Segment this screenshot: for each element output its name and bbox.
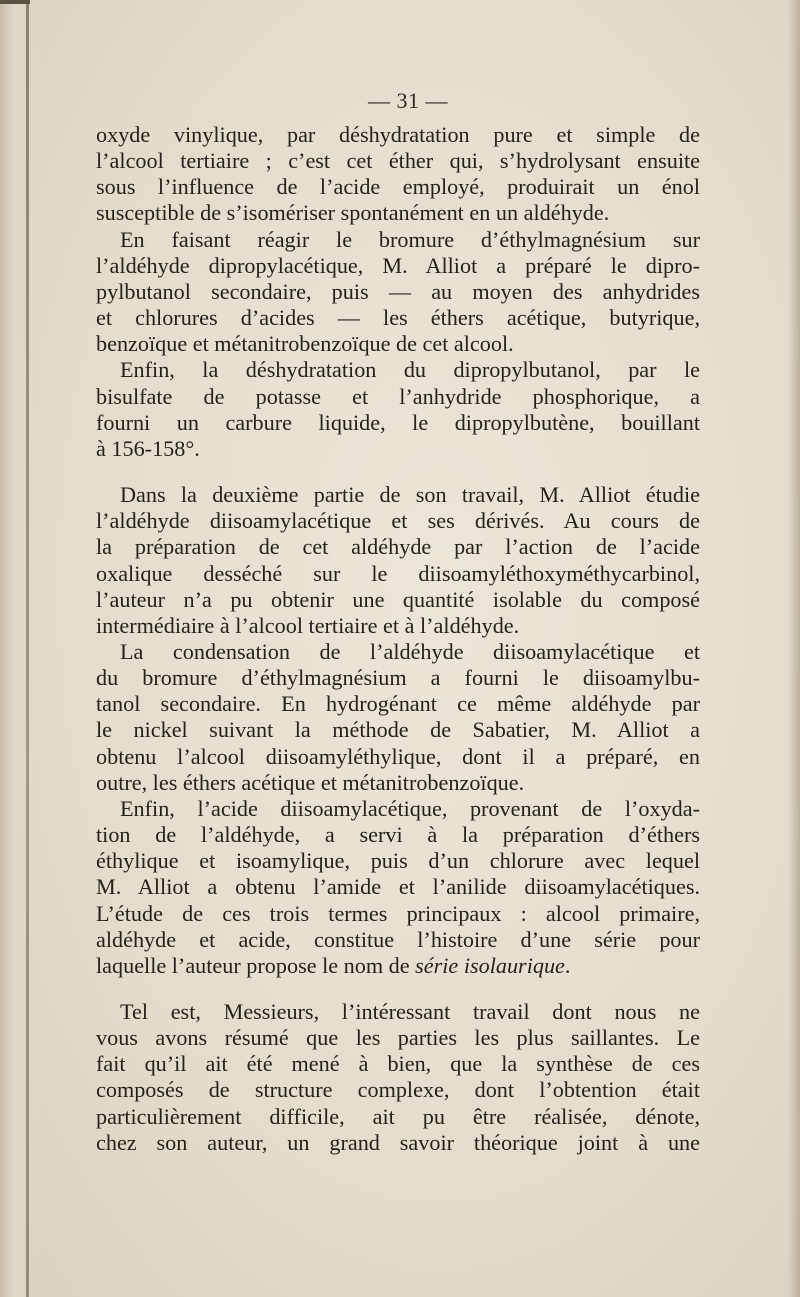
text-line: sous l’influence de l’acide employé, produirait un énol (96, 174, 700, 200)
text-run: . (564, 952, 571, 978)
paragraph (96, 122, 700, 227)
text-line: l’aldéhyde diisoamylacétique et ses dérivés. Au cours de (96, 508, 700, 534)
text-run: laquelle l’auteur propose le nom de (96, 952, 416, 978)
text-line: tion de l’aldéhyde, a servi à la préparation d’éthers (96, 822, 700, 848)
text-line: La condensation de l’aldéhyde diisoamylacétique et (120, 638, 700, 664)
binding-edge (0, 0, 40, 1297)
text-line: composés de structure complexe, dont l’obtention était (96, 1077, 700, 1103)
text-line: du bromure d’éthylmagnésium a fourni le diisoamylbu- (96, 665, 700, 691)
text-line: outre, les éthers acétique et métanitrobenzoïque. (96, 769, 525, 795)
text-line: chez son auteur, un grand savoir théorique joint à une (96, 1129, 700, 1155)
text-line: intermédiaire à l’alcool tertiaire et à l’aldéhyde. (96, 612, 520, 638)
italic-term: série isolaurique (415, 952, 565, 978)
text-line: Enfin, la déshydratation du dipropylbutanol, par le (120, 357, 700, 383)
text-line: En faisant réagir le bromure d’éthylmagnésium sur (120, 226, 700, 252)
text-line: la préparation de cet aldéhyde par l’action de l’acide (96, 534, 700, 560)
text-line: oxyde vinylique, par déshydratation pure et simple de (96, 122, 700, 147)
text-line: vous avons résumé que les parties les plus saillantes. Le (96, 1025, 700, 1051)
body-text (96, 122, 700, 1156)
text-line: l’auteur n’a pu obtenir une quantité isolable du composé (96, 586, 700, 612)
text-line: tanol secondaire. En hydrogénant ce même aldéhyde par (96, 691, 700, 717)
text-line: fourni un carbure liquide, le dipropylbutène, bouillant (96, 409, 700, 435)
text-line: éthylique et isoamylique, puis d’un chlorure avec lequel (96, 848, 700, 874)
text-line: Tel est, Messieurs, l’intéressant travail dont nous ne (120, 999, 700, 1024)
paragraph (96, 796, 700, 979)
text-line: et chlorures d’acides — les éthers acétique, butyrique, (96, 305, 700, 331)
text-line: le nickel suivant la méthode de Sabatier, M. Alliot a (96, 717, 700, 743)
paragraph-gap (96, 462, 700, 482)
text-line: M. Alliot a obtenu l’amide et l’anilide diisoamylacétiques. (96, 874, 700, 900)
text-line: Dans la deuxième partie de son travail, M. Alliot étudie (120, 482, 700, 508)
text-line: l’alcool tertiaire ; c’est cet éther qui, s’hydrolysant ensuite (96, 148, 700, 174)
paragraph-gap (96, 979, 700, 999)
paragraph (96, 639, 700, 796)
text-line (96, 953, 700, 979)
paragraph (96, 357, 700, 462)
text-line: aldéhyde et acide, constitue l’histoire d’une série pour (96, 926, 700, 952)
text-line: à 156-158°. (96, 435, 200, 461)
text-line: pylbutanol secondaire, puis — au moyen des anhydrides (96, 278, 700, 304)
text-line: susceptible de s’isomériser spontanément en un aldéhyde. (96, 200, 610, 226)
text-line: fait qu’il ait été mené à bien, que la synthèse de ces (96, 1051, 700, 1077)
corner-mark (0, 0, 30, 4)
page-right-edge (788, 0, 800, 1297)
page-number: — 31 — (368, 88, 448, 113)
text-line: benzoïque et métanitrobenzoïque de cet alcool. (96, 331, 514, 357)
paragraph (96, 482, 700, 639)
paragraph (96, 999, 700, 1156)
text-line: obtenu l’alcool diisoamyléthylique, dont il a préparé, en (96, 743, 700, 769)
binding-line (26, 0, 29, 1297)
text-line: l’aldéhyde dipropylacétique, M. Alliot a préparé le dipro- (96, 252, 700, 278)
paragraph (96, 227, 700, 358)
text-line: bisulfate de potasse et l’anhydride phosphorique, a (96, 383, 700, 409)
text-line: L’étude de ces trois termes principaux : alcool primaire, (96, 900, 700, 926)
text-line: oxalique desséché sur le diisoamyléthoxyméthycarbinol, (96, 560, 700, 586)
text-line: Enfin, l’acide diisoamylacétique, provenant de l’oxyda- (120, 795, 700, 821)
text-line: particulièrement difficile, ait pu être réalisée, dénote, (96, 1103, 700, 1129)
